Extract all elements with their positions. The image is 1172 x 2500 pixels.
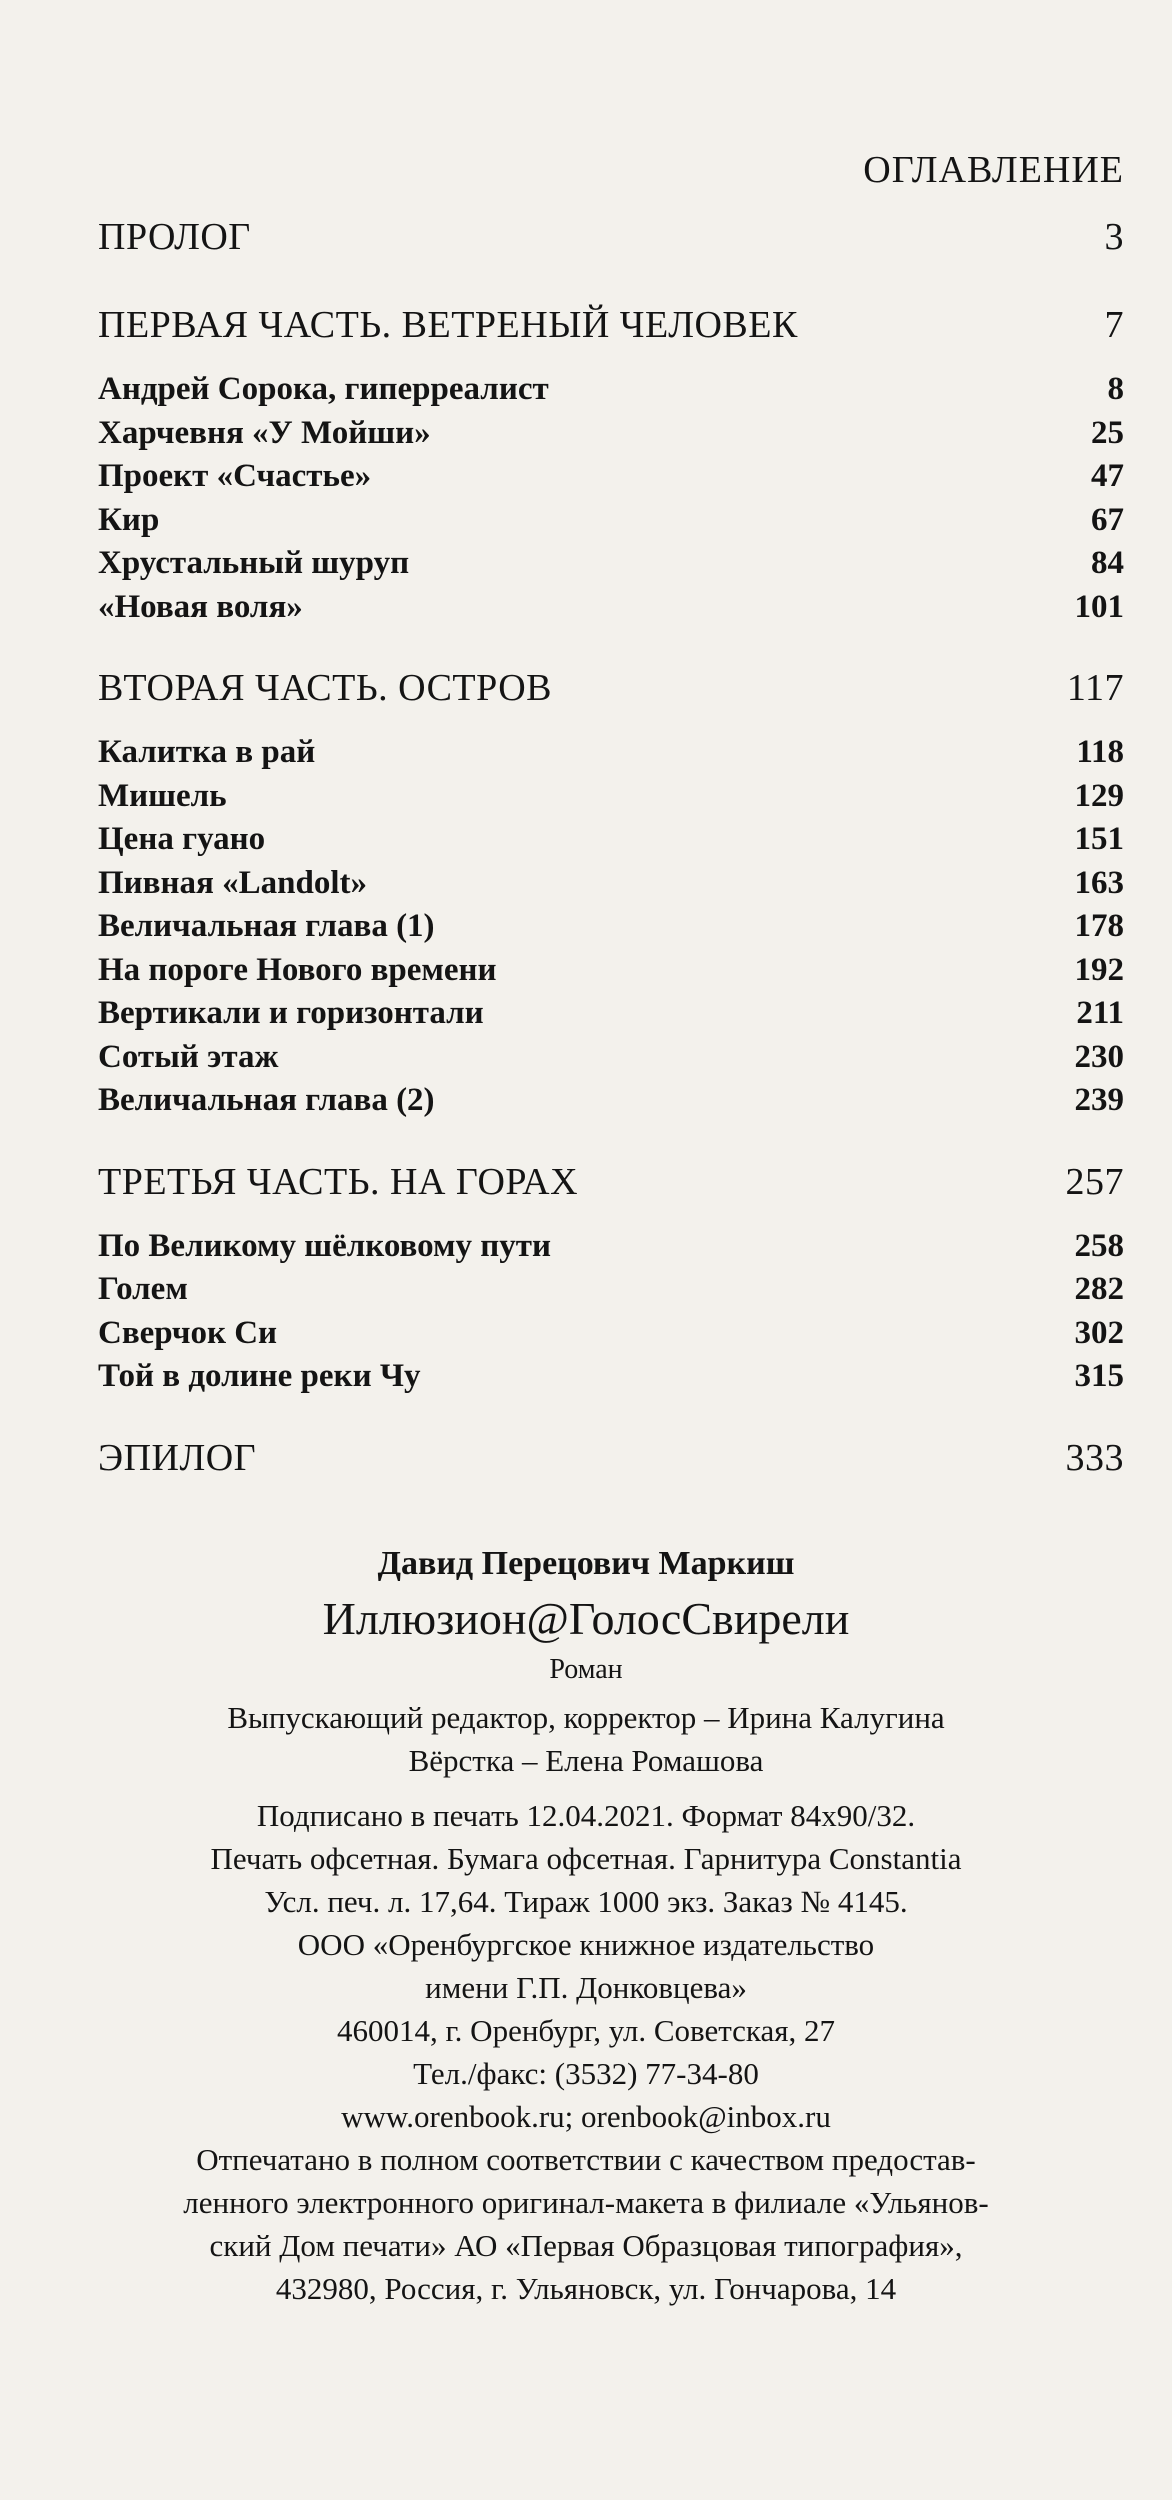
toc-page-number: 101: [1074, 588, 1124, 625]
table-of-contents: [98, 208, 1124, 1487]
toc-chapter-title: Величальная глава (2): [98, 1082, 435, 1118]
toc-chapter-title: Харчевня «У Мойши»: [98, 414, 431, 451]
print-info: Печать офсетная. Бумага офсетная. Гарнитура Constantia: [210, 1841, 962, 1876]
toc-chapter-row: [98, 455, 1124, 499]
toc-page-number: 211: [1076, 995, 1124, 1031]
toc-page-number: 302: [1074, 1314, 1124, 1351]
toc-chapter-row: [98, 1312, 1124, 1356]
printed-note-line1: Отпечатано в полном соответствии с качеством предостав-: [196, 2142, 976, 2177]
toc-chapter-row: [98, 949, 1124, 993]
printed-note-line3: ский Дом печати» АО «Первая Образцовая типография»,: [209, 2228, 963, 2263]
toc-chapter-title: Сотый этаж: [98, 1038, 279, 1075]
toc-page-number: 129: [1074, 777, 1124, 814]
publisher-name-line1: ООО «Оренбургское книжное издательство: [297, 1927, 875, 1962]
toc-chapter-title: Пивная «Landolt»: [98, 864, 367, 901]
toc-chapter-row: [98, 775, 1124, 819]
toc-part-row: [98, 659, 1124, 717]
toc-heading: ОГЛАВЛЕНИЕ: [863, 149, 1124, 191]
signed-date: Подписано в печать 12.04.2021. Формат 84х90/32.: [256, 1798, 916, 1833]
toc-chapter-row: [98, 1225, 1124, 1269]
toc-page-number: 315: [1074, 1358, 1124, 1394]
toc-page-number: 230: [1074, 1038, 1124, 1075]
toc-part-row: [98, 296, 1124, 354]
toc-page-number: 25: [1091, 414, 1124, 451]
publisher-web: www.orenbook.ru; orenbook@inbox.ru: [341, 2099, 831, 2134]
toc-part-title: ВТОРАЯ ЧАСТЬ. ОСТРОВ: [98, 667, 553, 709]
toc-part-row: [98, 208, 1124, 266]
toc-chapter-row: [98, 818, 1124, 862]
toc-chapter-title: Мишель: [98, 777, 227, 814]
toc-chapter-title: Сверчок Си: [98, 1314, 278, 1351]
toc-chapter-title: Калитка в рай: [98, 734, 316, 770]
toc-chapter-title: Кир: [98, 501, 160, 538]
toc-page-number: 239: [1074, 1082, 1124, 1118]
toc-part-title: ПЕРВАЯ ЧАСТЬ. ВЕТРЕНЫЙ ЧЕЛОВЕК: [98, 304, 798, 346]
toc-chapter-title: Вертикали и горизонтали: [98, 995, 484, 1031]
toc-chapter-title: Голем: [98, 1271, 188, 1307]
toc-chapter-title: «Новая воля»: [98, 588, 303, 625]
toc-chapter-row: [98, 1355, 1124, 1399]
toc-chapter-row: [98, 499, 1124, 543]
toc-chapter-title: По Великому шёлковому пути: [98, 1227, 551, 1264]
toc-page-number: 333: [1065, 1436, 1124, 1479]
toc-page-number: 258: [1074, 1227, 1124, 1264]
toc-chapter-row: [98, 542, 1124, 586]
toc-chapter-row: [98, 1268, 1124, 1312]
imprint-block: [50, 1540, 1122, 2310]
toc-page-number: 47: [1091, 458, 1124, 494]
printed-note-line4: 432980, Россия, г. Ульяновск, ул. Гончарова, 14: [275, 2271, 897, 2306]
toc-chapter-row: [98, 1079, 1124, 1123]
toc-page-number: 3: [1104, 216, 1124, 258]
toc-page-number: 163: [1074, 864, 1124, 901]
publisher-name-line2: имени Г.П. Донковцева»: [425, 1970, 747, 2005]
toc-page-number: 192: [1074, 951, 1124, 988]
toc-part-title: ТРЕТЬЯ ЧАСТЬ. НА ГОРАХ: [98, 1160, 579, 1203]
book-title: Иллюзион@ГолосСвирели: [322, 1593, 850, 1644]
toc-page-number: 282: [1074, 1271, 1124, 1307]
toc-page-number: 257: [1065, 1160, 1124, 1203]
toc-page-number: 178: [1074, 908, 1124, 944]
printed-note-line2: ленного электронного оригинал-макета в филиале «Ульянов-: [183, 2185, 989, 2220]
toc-page-number: 7: [1104, 304, 1124, 346]
toc-chapter-row: [98, 368, 1124, 412]
publisher-phone: Тел./факс: (3532) 77-34-80: [413, 2056, 759, 2091]
toc-chapter-row: [98, 905, 1124, 949]
toc-chapter-row: [98, 992, 1124, 1036]
genre-label: Роман: [549, 1654, 623, 1685]
toc-chapter-row: [98, 586, 1124, 630]
layout-credit: Вёрстка – Елена Ромашова: [408, 1743, 764, 1778]
toc-page-number: 117: [1066, 667, 1124, 709]
toc-page-number: 67: [1091, 501, 1124, 538]
toc-page-number: 118: [1076, 734, 1124, 770]
toc-chapter-title: Андрей Сорока, гиперреалист: [98, 371, 549, 407]
toc-chapter-title: Цена гуано: [98, 821, 266, 857]
toc-chapter-title: Величальная глава (1): [98, 908, 435, 944]
toc-page-number: 84: [1091, 545, 1124, 581]
toc-part-row: [98, 1429, 1124, 1487]
toc-chapter-row: [98, 731, 1124, 775]
toc-chapter-title: На пороге Нового времени: [98, 951, 497, 988]
toc-chapter-row: [98, 412, 1124, 456]
toc-page-number: 8: [1107, 371, 1124, 407]
volume-info: Усл. печ. л. 17,64. Тираж 1000 экз. Заказ № 4145.: [264, 1884, 908, 1919]
toc-part-title: ЭПИЛОГ: [98, 1436, 257, 1479]
publisher-address: 460014, г. Оренбург, ул. Советская, 27: [336, 2013, 836, 2048]
toc-chapter-title: Той в долине реки Чу: [98, 1358, 421, 1394]
author-name: Давид Перецович Маркиш: [377, 1545, 795, 1582]
toc-part-row: [98, 1153, 1124, 1211]
toc-chapter-row: [98, 1036, 1124, 1080]
toc-part-title: ПРОЛОГ: [98, 216, 251, 258]
toc-chapter-row: [98, 862, 1124, 906]
editor-credit: Выпускающий редактор, корректор – Ирина Калугина: [227, 1700, 945, 1735]
toc-page-number: 151: [1074, 821, 1124, 857]
toc-chapter-title: Проект «Счастье»: [98, 458, 372, 494]
toc-chapter-title: Хрустальный шуруп: [98, 545, 410, 581]
